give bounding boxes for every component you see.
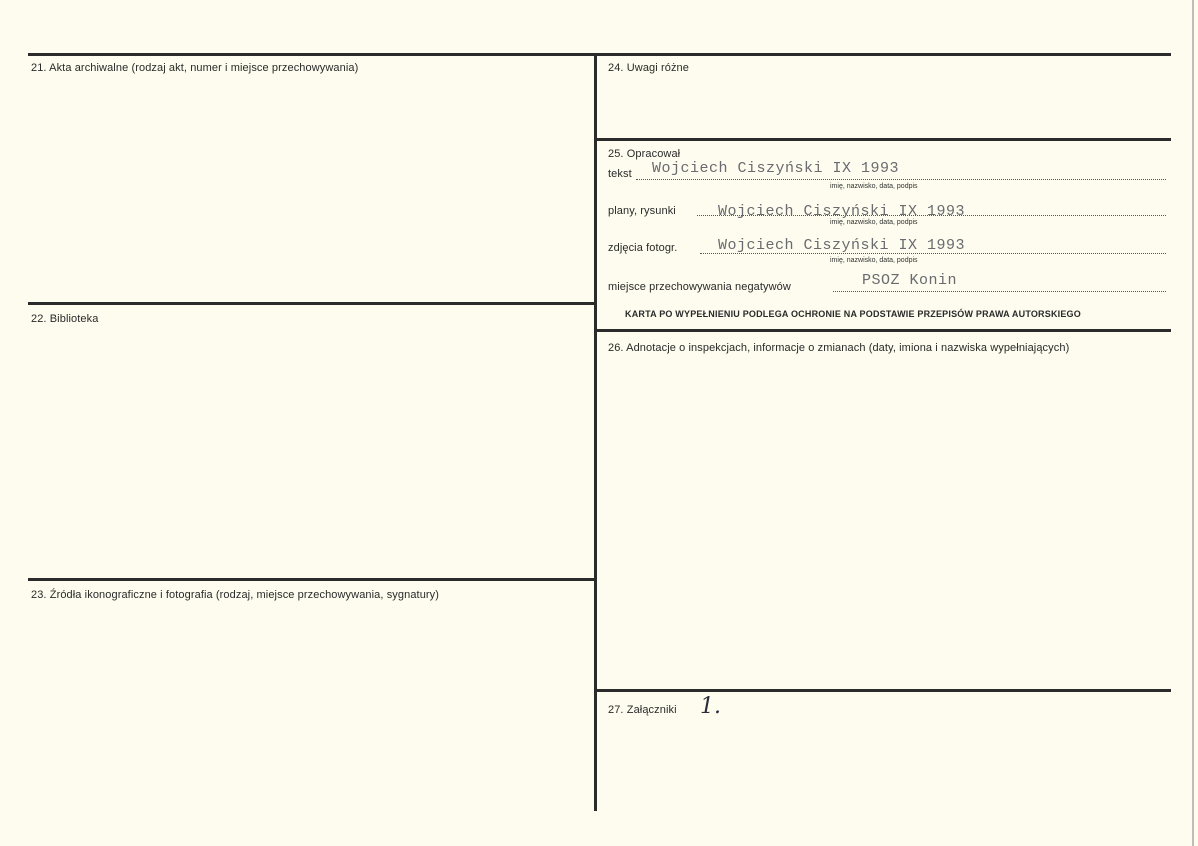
center-divider [594,53,597,811]
section-21-label: 21. Akta archiwalne (rodzaj akt, numer i miejsce przechowywania) [31,62,359,74]
section-26-label: 26. Adnotacje o inspekcjach, informacje o zmianach (daty, imiona i nazwiska wypełniających) [608,342,1070,354]
top-rule [28,53,1171,56]
negatywy-line [833,291,1166,292]
rule-26-27 [596,689,1171,692]
section-27-label: 27. Załączniki [608,704,677,716]
rule-25-26 [596,329,1171,332]
attachments-count: 1. [700,694,721,719]
section-25-label: 25. Opracował [608,148,681,160]
tekst-label: tekst [608,168,632,180]
rule-22-23 [28,578,596,581]
tekst-value: Wojciech Ciszyński IX 1993 [652,160,900,177]
plany-caption: imię, nazwisko, data, podpis [830,219,918,226]
negatywy-value: PSOZ Konin [862,272,958,289]
copyright-notice: KARTA PO WYPEŁNIENIU PODLEGA OCHRONIE NA PODSTAWIE PRZEPISÓW PRAWA AUTORSKIEGO [625,309,1081,319]
zdjecia-value: Wojciech Ciszyński IX 1993 [718,237,966,254]
plany-value: Wojciech Ciszyński IX 1993 [718,203,966,220]
tekst-caption: imię, nazwisko, data, podpis [830,183,918,190]
section-23-label: 23. Źródła ikonograficzne i fotografia (rodzaj, miejsce przechowywania, sygnatury) [31,589,440,601]
zdjecia-caption: imię, nazwisko, data, podpis [830,257,918,264]
rule-24-25 [596,138,1171,141]
rule-21-22 [28,302,596,305]
section-24-label: 24. Uwagi różne [608,62,689,74]
section-22-label: 22. Biblioteka [31,313,99,325]
right-paper-edge [1192,0,1194,846]
zdjecia-label: zdjęcia fotogr. [608,242,678,254]
plany-label: plany, rysunki [608,205,676,217]
tekst-line [636,179,1166,180]
negatywy-label: miejsce przechowywania negatywów [608,281,791,293]
